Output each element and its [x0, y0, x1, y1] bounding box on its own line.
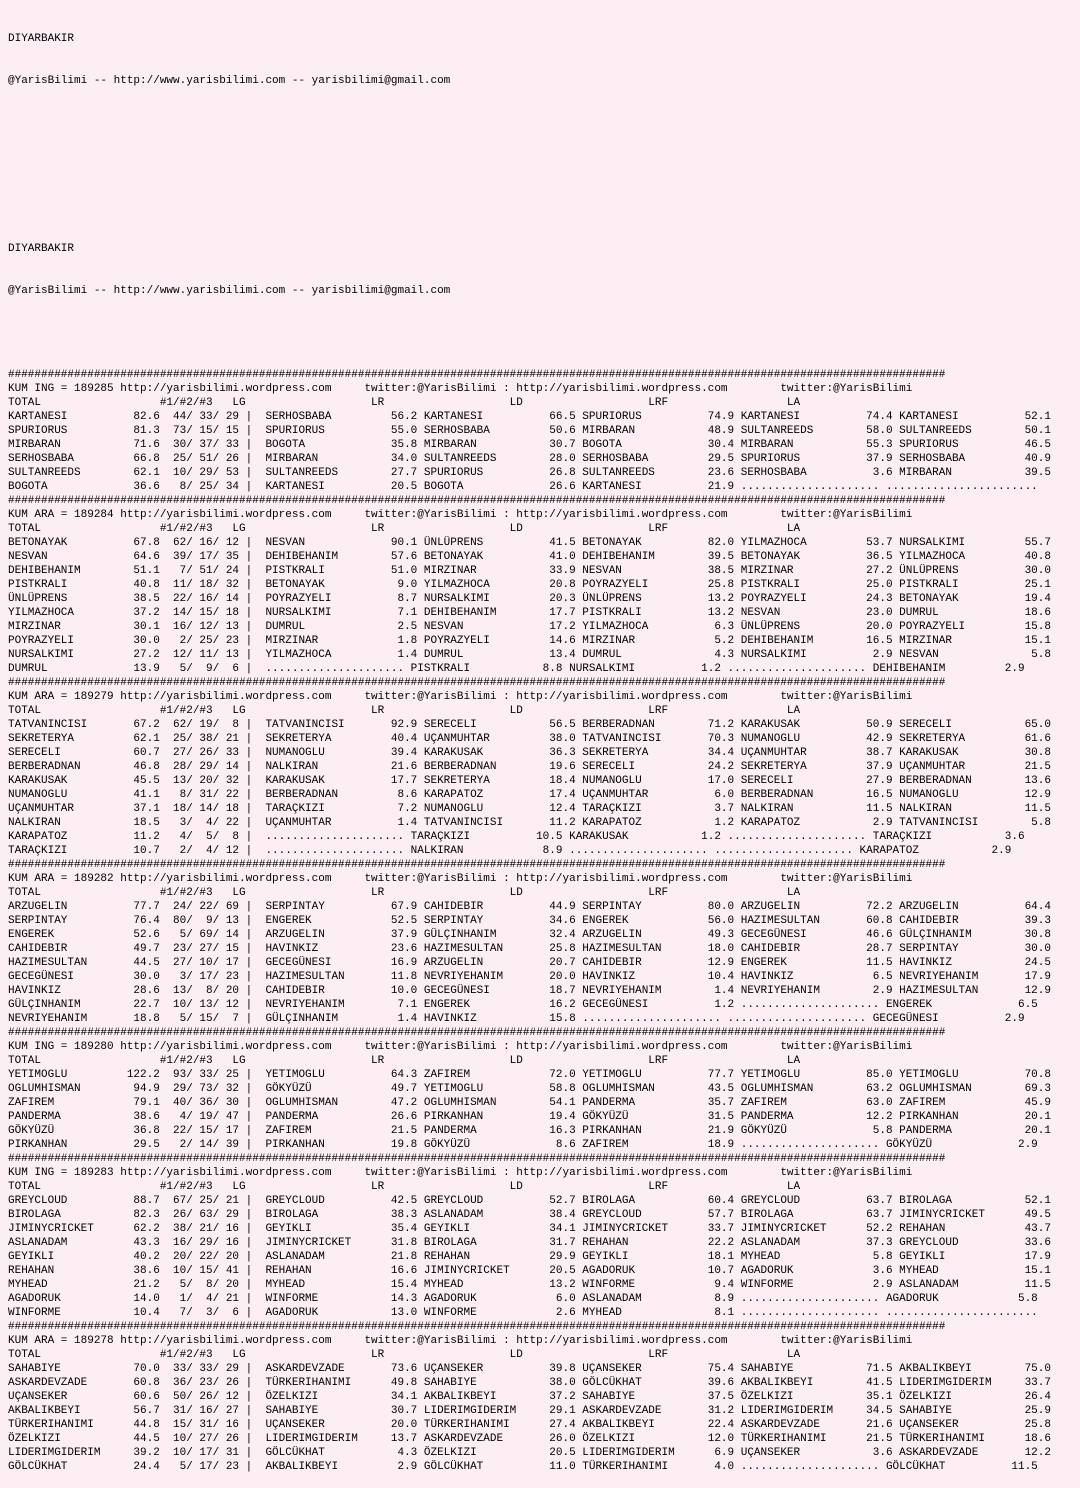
table-row: JIMINYCRICKET 62.2 38/ 21/ 16 | GEYIKLI 35.4 GEYIKLI 34.1 JIMINYCRICKET 33.7 JIMINYCRICKET 52.2 REHAHAN 43.7	[8, 1223, 1051, 1235]
contact-line: @YarisBilimi -- http://www.yarisbilimi.com -- yarisbilimi@gmail.com	[8, 75, 451, 87]
table-row: SULTANREEDS 62.1 10/ 29/ 53 | SULTANREEDS 27.7 SPURIORUS 26.8 SULTANREEDS 23.6 SERHOSBABA 3.6 MIRBARAN 39.5	[8, 467, 1051, 479]
table-row: DUMRUL 13.9 5/ 9/ 6 | ..................... PISTKRALI 8.8 NURSALKIMI 1.2 ..................... DEHIBEHANIM 2.9	[8, 663, 1025, 675]
table-row: KARAPATOZ 11.2 4/ 5/ 8 | ..................... TARAÇKIZI 10.5 KARAKUSAK 1.2 ..................... TARAÇKIZI 3.6	[8, 831, 1025, 843]
table-row: WINFORME 10.4 7/ 3/ 6 | AGADORUK 13.0 WINFORME 2.6 MYHEAD 8.1 ..................... .......................	[8, 1307, 1038, 1319]
table-row: NUMANOGLU 41.1 8/ 31/ 22 | BERBERADNAN 8.6 KARAPATOZ 17.4 UÇANMUHTAR 6.0 BERBERADNAN 16.5 NUMANOGLU 12.9	[8, 789, 1051, 801]
table-row: SERECELI 60.7 27/ 26/ 33 | NUMANOGLU 39.4 KARAKUSAK 36.3 SEKRETERYA 34.4 UÇANMUHTAR 38.7 KARAKUSAK 30.8	[8, 747, 1051, 759]
race-block	[8, 368, 1051, 494]
table-row: GECEGÜNESI 30.0 3/ 17/ 23 | HAZIMESULTAN 11.8 NEVRIYEHANIM 20.0 HAVINKIZ 10.4 HAVINKIZ 6.5 NEVRIYEHANIM 17.9	[8, 971, 1051, 983]
table-row: DEHIBEHANIM 51.1 7/ 51/ 24 | PISTKRALI 51.0 MIRZINAR 33.9 NESVAN 38.5 MIRZINAR 27.2 ÜNLÜPRENS 30.0	[8, 565, 1051, 577]
column-header: TOTAL #1/#2/#3 LG LR LD LRF LA	[8, 397, 801, 409]
race-block	[8, 494, 1051, 676]
table-row: PIRKANHAN 29.5 2/ 14/ 39 | PIRKANHAN 19.8 GÖKYÜZÜ 8.6 ZAFIREM 18.9 ..................... GÖKYÜZÜ 2.9	[8, 1139, 1038, 1151]
table-row: HAZIMESULTAN 44.5 27/ 10/ 17 | GECEGÜNESI 16.9 ARZUGELIN 20.7 CAHIDEBIR 12.9 ENGEREK 11.5 HAVINKIZ 24.5	[8, 957, 1051, 969]
race-block	[8, 1152, 1051, 1320]
spacer	[8, 200, 1051, 214]
separator-line: ##############################################################################################################################################	[8, 1321, 946, 1333]
table-row: SERHOSBABA 66.8 25/ 51/ 26 | MIRBARAN 34.0 SULTANREEDS 28.0 SERHOSBABA 29.5 SPURIORUS 37.9 SERHOSBABA 40.9	[8, 453, 1051, 465]
race-header: KUM ARA = 189279 http://yarisbilimi.wordpress.com twitter:@YarisBilimi : http://yarisbilimi.wordpress.com twitter:@YarisBilimi	[8, 691, 913, 703]
table-row: YILMAZHOCA 37.2 14/ 15/ 18 | NURSALKIMI 7.1 DEHIBEHANIM 17.7 PISTKRALI 13.2 NESVAN 23.0 DUMRUL 18.6	[8, 607, 1051, 619]
table-row: MYHEAD 21.2 5/ 8/ 20 | MYHEAD 15.4 MYHEAD 13.2 WINFORME 9.4 WINFORME 2.9 ASLANADAM 11.5	[8, 1279, 1051, 1291]
page-title: DIYARBAKIR	[8, 243, 75, 255]
column-header: TOTAL #1/#2/#3 LG LR LD LRF LA	[8, 705, 801, 717]
table-row: GÖLCÜKHAT 24.4 5/ 17/ 23 | AKBALIKBEYI 2.9 GÖLCÜKHAT 11.0 TÜRKERIHANIMI 4.0 ..................... GÖLCÜKHAT 11.5	[8, 1461, 1038, 1473]
table-row: KARAKUSAK 45.5 13/ 20/ 32 | KARAKUSAK 17.7 SEKRETERYA 18.4 NUMANOGLU 17.0 SERECELI 27.9 BERBERADNAN 13.6	[8, 775, 1051, 787]
table-row: GEYIKLI 40.2 20/ 22/ 20 | ASLANADAM 21.8 REHAHAN 29.9 GEYIKLI 18.1 MYHEAD 5.8 GEYIKLI 17.9	[8, 1251, 1051, 1263]
table-row: ÖZELKIZI 44.5 10/ 27/ 26 | LIDERIMGIDERIM 13.7 ASKARDEVZADE 26.0 ÖZELKIZI 12.0 TÜRKERIHANIMI 21.5 TÜRKERIHANIMI 18.6	[8, 1433, 1051, 1445]
separator-line: ##############################################################################################################################################	[8, 1027, 946, 1039]
table-row: ARZUGELIN 77.7 24/ 22/ 69 | SERPINTAY 67.9 CAHIDEBIR 44.9 SERPINTAY 80.0 ARZUGELIN 72.2 ARZUGELIN 64.4	[8, 901, 1051, 913]
table-row: BOGOTA 36.6 8/ 25/ 34 | KARTANESI 20.5 BOGOTA 26.6 KARTANESI 21.9 ..................... .......................	[8, 481, 1038, 493]
table-row: HAVINKIZ 28.6 13/ 8/ 20 | CAHIDEBIR 10.0 GECEGÜNESI 18.7 NEVRIYEHANIM 1.4 NEVRIYEHANIM 2.9 HAZIMESULTAN 12.9	[8, 985, 1051, 997]
race-block	[8, 858, 1051, 1026]
table-row: ZAFIREM 79.1 40/ 36/ 30 | OGLUMHISMAN 47.2 OGLUMHISMAN 54.1 PANDERMA 35.7 ZAFIREM 63.0 ZAFIREM 45.9	[8, 1097, 1051, 1109]
separator-line: ##############################################################################################################################################	[8, 495, 946, 507]
table-row: ÜNLÜPRENS 38.5 22/ 16/ 14 | POYRAZYELI 8.7 NURSALKIMI 20.3 ÜNLÜPRENS 13.2 POYRAZYELI 24.3 BETONAYAK 19.4	[8, 593, 1051, 605]
race-header: KUM ARA = 189282 http://yarisbilimi.wordpress.com twitter:@YarisBilimi : http://yarisbilimi.wordpress.com twitter:@YarisBilimi	[8, 873, 913, 885]
document-body	[8, 4, 1051, 1488]
table-row: TATVANINCISI 67.2 62/ 19/ 8 | TATVANINCISI 92.9 SERECELI 56.5 BERBERADNAN 71.2 KARAKUSAK 50.9 SERECELI 65.0	[8, 719, 1051, 731]
spacer	[8, 116, 1051, 130]
spacer	[8, 158, 1051, 172]
separator-line: ##############################################################################################################################################	[8, 1153, 946, 1165]
race-header: KUM ING = 189283 http://yarisbilimi.wordpress.com twitter:@YarisBilimi : http://yarisbilimi.wordpress.com twitter:@YarisBilimi	[8, 1167, 913, 1179]
table-row: PANDERMA 38.6 4/ 19/ 47 | PANDERMA 26.6 PIRKANHAN 19.4 GÖKYÜZÜ 31.5 PANDERMA 12.2 PIRKANHAN 20.1	[8, 1111, 1051, 1123]
spacer	[8, 326, 1051, 340]
table-row: SEKRETERYA 62.1 25/ 38/ 21 | SEKRETERYA 40.4 UÇANMUHTAR 38.0 TATVANINCISI 70.3 NUMANOGLU 42.9 SEKRETERYA 61.6	[8, 733, 1051, 745]
table-row: ASKARDEVZADE 60.8 36/ 23/ 26 | TÜRKERIHANIMI 49.8 SAHABIYE 38.0 GÖLCÜKHAT 39.6 AKBALIKBEYI 41.5 LIDERIMGIDERIM 33.7	[8, 1377, 1051, 1389]
table-row: ASLANADAM 43.3 16/ 29/ 16 | JIMINYCRICKET 31.8 BIROLAGA 31.7 REHAHAN 22.2 ASLANADAM 37.3 GREYCLOUD 33.6	[8, 1237, 1051, 1249]
race-tables	[8, 368, 1051, 1474]
table-row: BETONAYAK 67.8 62/ 16/ 12 | NESVAN 90.1 ÜNLÜPRENS 41.5 BETONAYAK 82.0 YILMAZHOCA 53.7 NURSALKIMI 55.7	[8, 537, 1051, 549]
separator-line: ##############################################################################################################################################	[8, 859, 946, 871]
table-row: SERPINTAY 76.4 80/ 9/ 13 | ENGEREK 52.5 SERPINTAY 34.6 ENGEREK 56.0 HAZIMESULTAN 60.8 CAHIDEBIR 39.3	[8, 915, 1051, 927]
race-header: KUM ARA = 189278 http://yarisbilimi.wordpress.com twitter:@YarisBilimi : http://yarisbilimi.wordpress.com twitter:@YarisBilimi	[8, 1335, 913, 1347]
table-row: NEVRIYEHANIM 18.8 5/ 15/ 7 | GÜLÇINHANIM 1.4 HAVINKIZ 15.8 ..................... ..................... GECEGÜNESI 2.9	[8, 1013, 1025, 1025]
table-row: UÇANSEKER 60.6 50/ 26/ 12 | ÖZELKIZI 34.1 AKBALIKBEYI 37.2 SAHABIYE 37.5 ÖZELKIZI 35.1 ÖZELKIZI 26.4	[8, 1391, 1051, 1403]
page-title: DIYARBAKIR	[8, 33, 75, 45]
race-block	[8, 1320, 1051, 1474]
column-header: TOTAL #1/#2/#3 LG LR LD LRF LA	[8, 1055, 801, 1067]
race-header: KUM ARA = 189284 http://yarisbilimi.wordpress.com twitter:@YarisBilimi : http://yarisbilimi.wordpress.com twitter:@YarisBilimi	[8, 509, 913, 521]
column-header: TOTAL #1/#2/#3 LG LR LD LRF LA	[8, 523, 801, 535]
separator-line: ##############################################################################################################################################	[8, 369, 946, 381]
table-row: TARAÇKIZI 10.7 2/ 4/ 12 | ..................... NALKIRAN 8.9 ..................... ..................... KARAPATOZ 2.9	[8, 845, 1012, 857]
table-row: TÜRKERIHANIMI 44.8 15/ 31/ 16 | UÇANSEKER 20.0 TÜRKERIHANIMI 27.4 AKBALIKBEYI 22.4 ASKARDEVZADE 21.6 UÇANSEKER 25.8	[8, 1419, 1051, 1431]
table-row: NALKIRAN 18.5 3/ 4/ 22 | UÇANMUHTAR 1.4 TATVANINCISI 11.2 KARAPATOZ 1.2 KARAPATOZ 2.9 TATVANINCISI 5.8	[8, 817, 1051, 829]
table-row: CAHIDEBIR 49.7 23/ 27/ 15 | HAVINKIZ 23.6 HAZIMESULTAN 25.8 HAZIMESULTAN 18.0 CAHIDEBIR 28.7 SERPINTAY 30.0	[8, 943, 1051, 955]
table-row: OGLUMHISMAN 94.9 29/ 73/ 32 | GÖKYÜZÜ 49.7 YETIMOGLU 58.8 OGLUMHISMAN 43.5 OGLUMHISMAN 63.2 OGLUMHISMAN 69.3	[8, 1083, 1051, 1095]
table-row: POYRAZYELI 30.0 2/ 25/ 23 | MIRZINAR 1.8 POYRAZYELI 14.6 MIRZINAR 5.2 DEHIBEHANIM 16.5 MIRZINAR 15.1	[8, 635, 1051, 647]
table-row: GÜLÇINHANIM 22.7 10/ 13/ 12 | NEVRIYEHANIM 7.1 ENGEREK 16.2 GECEGÜNESI 1.2 ..................... ENGEREK 6.5	[8, 999, 1038, 1011]
table-row: MIRZINAR 30.1 16/ 12/ 13 | DUMRUL 2.5 NESVAN 17.2 YILMAZHOCA 6.3 ÜNLÜPRENS 20.0 POYRAZYELI 15.8	[8, 621, 1051, 633]
table-row: NESVAN 64.6 39/ 17/ 35 | DEHIBEHANIM 57.6 BETONAYAK 41.0 DEHIBEHANIM 39.5 BETONAYAK 36.5 YILMAZHOCA 40.8	[8, 551, 1051, 563]
column-header: TOTAL #1/#2/#3 LG LR LD LRF LA	[8, 1349, 801, 1361]
race-block	[8, 1026, 1051, 1152]
table-row: SPURIORUS 81.3 73/ 15/ 15 | SPURIORUS 55.0 SERHOSBABA 50.6 MIRBARAN 48.9 SULTANREEDS 58.0 SULTANREEDS 50.1	[8, 425, 1051, 437]
table-row: GÖKYÜZÜ 36.8 22/ 15/ 17 | ZAFIREM 21.5 PANDERMA 16.3 PIRKANHAN 21.9 GÖKYÜZÜ 5.8 PANDERMA 20.1	[8, 1125, 1051, 1137]
separator-line: ##############################################################################################################################################	[8, 677, 946, 689]
table-row: REHAHAN 38.6 10/ 15/ 41 | REHAHAN 16.6 JIMINYCRICKET 20.5 AGADORUK 10.7 AGADORUK 3.6 MYHEAD 15.1	[8, 1265, 1051, 1277]
table-row: NURSALKIMI 27.2 12/ 11/ 13 | YILMAZHOCA 1.4 DUMRUL 13.4 DUMRUL 4.3 NURSALKIMI 2.9 NESVAN 5.8	[8, 649, 1051, 661]
table-row: UÇANMUHTAR 37.1 18/ 14/ 18 | TARAÇKIZI 7.2 NUMANOGLU 12.4 TARAÇKIZI 3.7 NALKIRAN 11.5 NALKIRAN 11.5	[8, 803, 1051, 815]
race-block	[8, 676, 1051, 858]
column-header: TOTAL #1/#2/#3 LG LR LD LRF LA	[8, 1181, 801, 1193]
table-row: SAHABIYE 70.0 33/ 33/ 29 | ASKARDEVZADE 73.6 UÇANSEKER 39.8 UÇANSEKER 75.4 SAHABIYE 71.5 AKBALIKBEYI 75.0	[8, 1363, 1051, 1375]
table-row: BIROLAGA 82.3 26/ 63/ 29 | BIROLAGA 38.3 ASLANADAM 38.4 GREYCLOUD 57.7 BIROLAGA 63.7 JIMINYCRICKET 49.5	[8, 1209, 1051, 1221]
table-row: GREYCLOUD 88.7 67/ 25/ 21 | GREYCLOUD 42.5 GREYCLOUD 52.7 BIROLAGA 60.4 GREYCLOUD 63.7 BIROLAGA 52.1	[8, 1195, 1051, 1207]
table-row: BERBERADNAN 46.8 28/ 29/ 14 | NALKIRAN 21.6 BERBERADNAN 19.6 SERECELI 24.2 SEKRETERYA 37.9 UÇANMUHTAR 21.5	[8, 761, 1051, 773]
table-row: YETIMOGLU 122.2 93/ 33/ 25 | YETIMOGLU 64.3 ZAFIREM 72.0 YETIMOGLU 77.7 YETIMOGLU 85.0 YETIMOGLU 70.8	[8, 1069, 1051, 1081]
race-header: KUM ING = 189285 http://yarisbilimi.wordpress.com twitter:@YarisBilimi : http://yarisbilimi.wordpress.com twitter:@YarisBilimi	[8, 383, 913, 395]
table-row: ENGEREK 52.6 5/ 69/ 14 | ARZUGELIN 37.9 GÜLÇINHANIM 32.4 ARZUGELIN 49.3 GECEGÜNESI 46.6 GÜLÇINHANIM 30.8	[8, 929, 1051, 941]
table-row: AGADORUK 14.0 1/ 4/ 21 | WINFORME 14.3 AGADORUK 6.0 ASLANADAM 8.9 ..................... AGADORUK 5.8	[8, 1293, 1038, 1305]
table-row: PISTKRALI 40.8 11/ 18/ 32 | BETONAYAK 9.0 YILMAZHOCA 20.8 POYRAZYELI 25.8 PISTKRALI 25.0 PISTKRALI 25.1	[8, 579, 1051, 591]
table-row: AKBALIKBEYI 56.7 31/ 16/ 27 | SAHABIYE 30.7 LIDERIMGIDERIM 29.1 ASKARDEVZADE 31.2 LIDERIMGIDERIM 34.5 SAHABIYE 25.9	[8, 1405, 1051, 1417]
race-header: KUM ING = 189280 http://yarisbilimi.wordpress.com twitter:@YarisBilimi : http://yarisbilimi.wordpress.com twitter:@YarisBilimi	[8, 1041, 913, 1053]
table-row: KARTANESI 82.6 44/ 33/ 29 | SERHOSBABA 56.2 KARTANESI 66.5 SPURIORUS 74.9 KARTANESI 74.4 KARTANESI 52.1	[8, 411, 1051, 423]
table-row: LIDERIMGIDERIM 39.2 10/ 17/ 31 | GÖLCÜKHAT 4.3 ÖZELKIZI 20.5 LIDERIMGIDERIM 6.9 UÇANSEKER 3.6 ASKARDEVZADE 12.2	[8, 1447, 1051, 1459]
column-header: TOTAL #1/#2/#3 LG LR LD LRF LA	[8, 887, 801, 899]
contact-line: @YarisBilimi -- http://www.yarisbilimi.com -- yarisbilimi@gmail.com	[8, 285, 451, 297]
table-row: MIRBARAN 71.6 30/ 37/ 33 | BOGOTA 35.8 MIRBARAN 30.7 BOGOTA 30.4 MIRBARAN 55.3 SPURIORUS 46.5	[8, 439, 1051, 451]
